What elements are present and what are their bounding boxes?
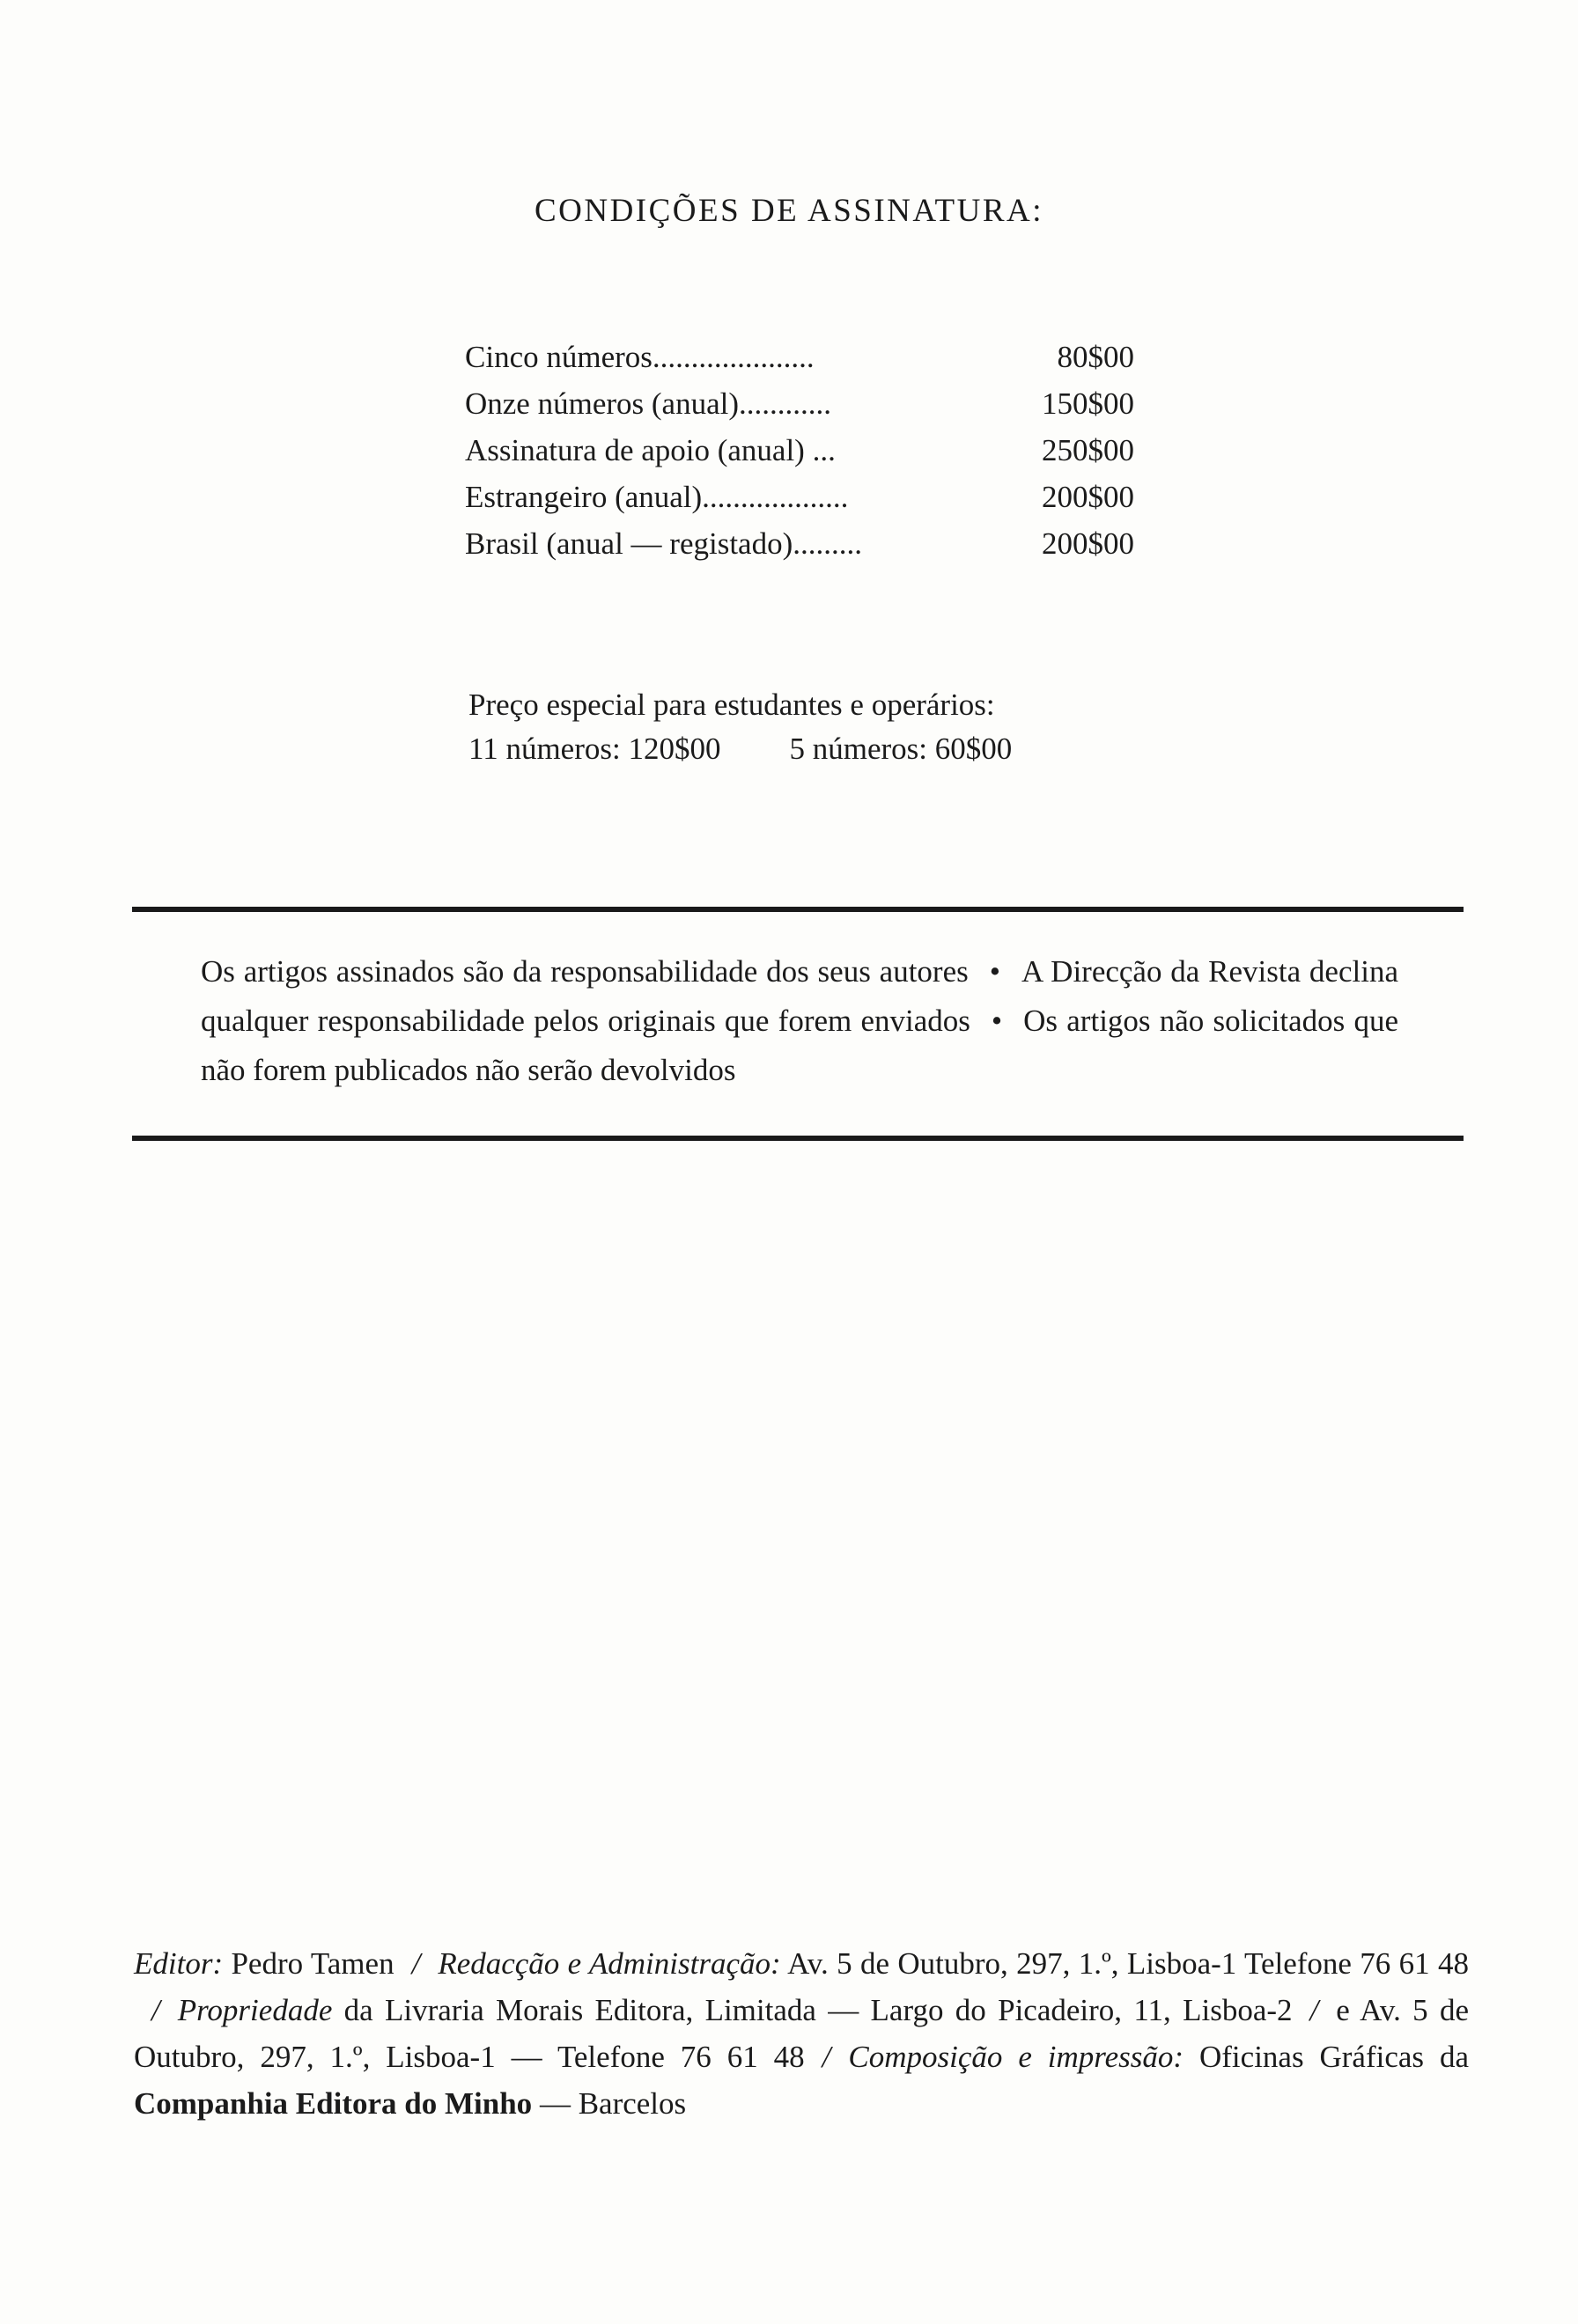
price-row — [465, 340, 1134, 386]
disclaimer-sentence-1: Os artigos assinados são da responsabilidade dos seus autores — [201, 954, 969, 989]
separator: / — [151, 1993, 160, 2027]
price-label: Cinco números..................... — [465, 340, 815, 374]
separator: / — [822, 2040, 831, 2074]
admin-label: Redacção e Administração: — [438, 1946, 781, 1981]
special-price-five: 5 números: 60$00 — [789, 732, 1013, 766]
printing-text: Oficinas Gráficas da — [1199, 2040, 1470, 2074]
disclaimer-sentence-3: Os artigos não solicitados que não forem publicados não serão devolvidos — [201, 1004, 1398, 1087]
price-row — [465, 386, 1134, 433]
property-text-continued: e Av. 5 de Outubro, 297, 1.º, Lisboa-1 — Telefone 76 61 48 — [134, 1993, 1469, 2074]
printing-label: Composição e impressão: — [848, 2040, 1184, 2074]
price-value: 200$00 — [1042, 480, 1134, 514]
special-price-eleven: 11 números: 120$00 — [468, 732, 721, 766]
disclaimer-sentence-2: A Direcção da Revista declina qualquer responsabilidade pelos originais que forem enviados — [201, 954, 1398, 1038]
price-value: 80$00 — [1057, 340, 1134, 374]
bullet-icon: • — [989, 954, 1000, 989]
price-label: Estrangeiro (anual)................... — [465, 480, 849, 514]
separator: / — [1309, 1993, 1319, 2027]
price-label: Brasil (anual — registado)......... — [465, 526, 863, 561]
special-price-heading: Preço especial para estudantes e operários: — [468, 688, 995, 722]
imprint-block — [134, 1940, 1469, 2127]
bullet-icon: • — [991, 1004, 1003, 1038]
price-row — [465, 433, 1134, 480]
bottom-divider-rule — [132, 1136, 1464, 1141]
separator: / — [411, 1946, 421, 1981]
price-value: 200$00 — [1042, 526, 1134, 561]
special-price-line — [468, 727, 1138, 771]
printing-company: Companhia Editora do Minho — [134, 2086, 533, 2121]
admin-address: Av. 5 de Outubro, 297, 1.º, Lisboa-1 Telefone 76 61 48 — [787, 1946, 1469, 1981]
disclaimer-notice — [201, 947, 1398, 1095]
top-divider-rule — [132, 907, 1464, 912]
price-label: Onze números (anual)............ — [465, 386, 831, 421]
editor-name: Pedro Tamen — [231, 1946, 394, 1981]
price-table — [465, 340, 1134, 573]
price-value: 150$00 — [1042, 386, 1134, 421]
price-row — [465, 526, 1134, 573]
price-value: 250$00 — [1042, 433, 1134, 467]
printing-city: — Barcelos — [539, 2086, 687, 2121]
price-label: Assinatura de apoio (anual) ... — [465, 433, 836, 467]
special-price-block — [468, 683, 1138, 771]
price-row — [465, 480, 1134, 526]
property-label: Propriedade — [177, 1993, 333, 2027]
page-title: CONDIÇÕES DE ASSINATURA: — [534, 193, 1044, 229]
property-text: da Livraria Morais Editora, Limitada — Largo do Picadeiro, 11, Lisboa-2 — [343, 1993, 1293, 2027]
editor-label: Editor: — [134, 1946, 224, 1981]
